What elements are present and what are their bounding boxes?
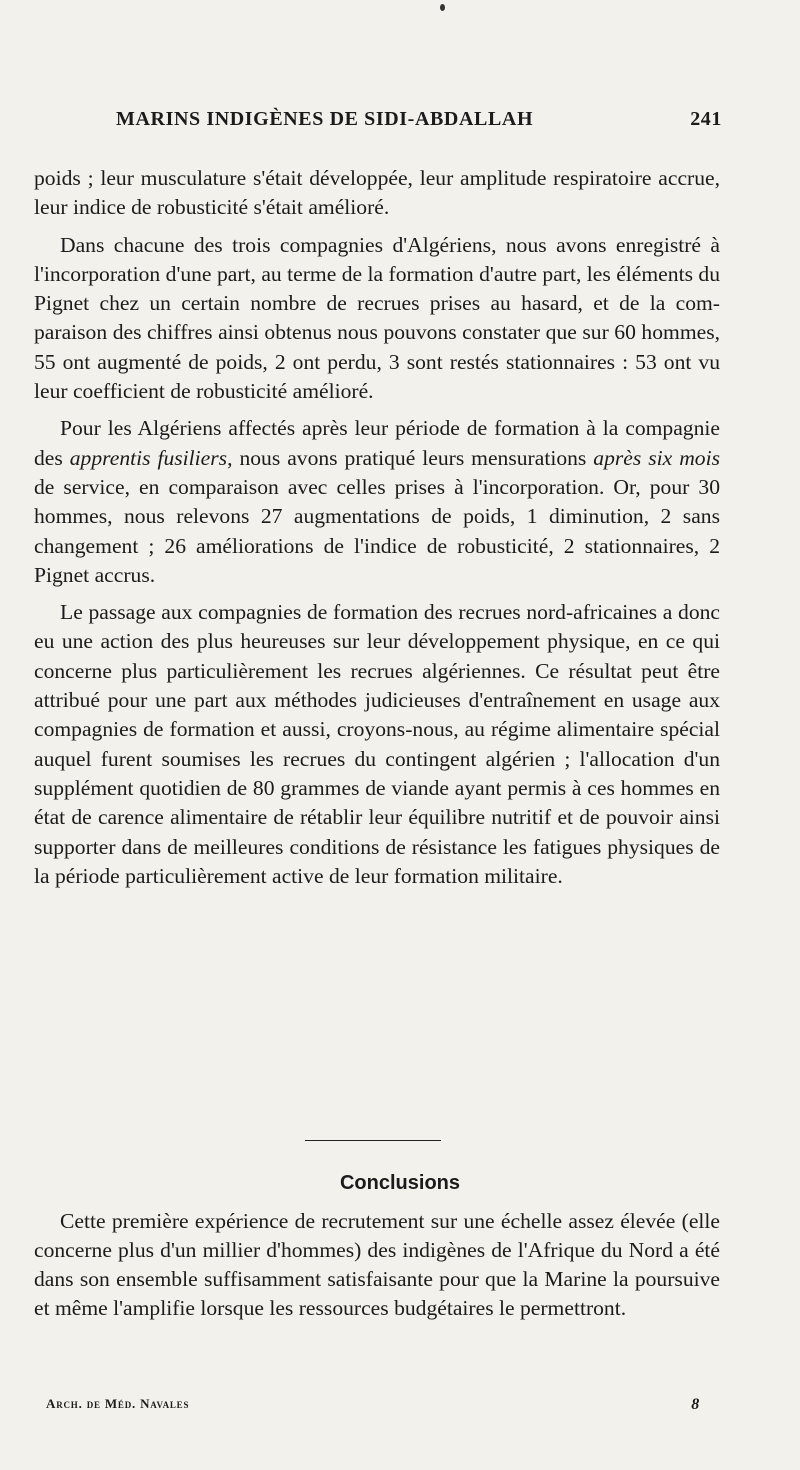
paragraph-3-part-2: , nous avons pratiqué leurs mensurations bbox=[227, 445, 594, 470]
body-text bbox=[34, 164, 720, 899]
paragraph-1: poids ; leur musculature s'était développée, leur amplitude respiratoire accrue, leur indice de robusticité s'était amélioré. bbox=[34, 166, 720, 220]
paragraph-3-italic-1: apprentis fusiliers bbox=[69, 445, 228, 470]
running-head-title: MARINS INDIGÈNES DE SIDI-ABDALLAH bbox=[116, 108, 534, 130]
paragraph-3-part-1: Pour les Algériens affectés après leur période de formation à la compagnie des bbox=[34, 416, 720, 470]
conclusions-body bbox=[34, 1207, 720, 1323]
paragraph-2: Dans chacune des trois compagnies d'Algériens, nous avons enregistré à l'incorporation d'une part, au terme de la formation d'autre part, les éléments du Pignet chez un certain nombre de recrues prises au hasard, et de la comparaison des chiffres ainsi obtenus nous pouvons constater que sur 60 hommes, 55 ont augmenté de poids, 2 ont perdu, 3 sont restés stationnaires : 53 ont vu leur coefficient de robusticité amélioré. bbox=[34, 232, 720, 404]
page-number: 241 bbox=[690, 108, 722, 130]
print-speck bbox=[440, 4, 445, 11]
footer-signature: 8 bbox=[691, 1396, 700, 1413]
paragraph-3 bbox=[34, 414, 720, 590]
paragraph-4: Le passage aux compagnies de formation des recrues nord-africaines a donc eu une action des plus heureuses sur leur développement physique, en ce qui concerne plus particulièrement les recrues algériennes. Ce résultat peut être attribué pour une part aux méthodes judicieuses d'entraînement en usage aux compagnies de formation et aussi, croyons-nous, au régime alimentaire spécial auquel furent soumises les recrues du contingent algérien ; l'allocation d'un supplément quotidien de 80 grammes de viande ayant permis à ces hommes en état de carence alimentaire de rétablir leur équilibre nutritif et de pouvoir ainsi supporter dans de meilleures conditions de résistance les fatigues physiques de la période particulièrement active de leur formation militaire. bbox=[34, 600, 720, 888]
running-head bbox=[116, 108, 722, 131]
conclusions-heading: Conclusions bbox=[339, 1172, 460, 1194]
paragraph-3-italic-2: après six mois bbox=[593, 445, 720, 470]
paragraph-3-part-3: de service, en comparaison avec celles prises à l'incorporation. Or, pour 30 hommes, nous relevons 27 augmentations de poids, 1 diminution, 2 sans changement ; 26 améliorations de l'indice de robusticité, 2 stationnaires, 2 Pignet accrus. bbox=[34, 474, 720, 587]
conclusions-paragraph: Cette première expérience de recrutement sur une échelle assez élevée (elle concerne plus d'un millier d'hommes) des indigènes de l'Afrique du Nord a été dans son ensemble suffisamment satisfaisante pour que la Marine la poursuive et même l'amplifie lorsque les ressources budgétaires le permettront. bbox=[34, 1209, 720, 1320]
footer-journal: Arch. de Méd. Navales bbox=[46, 1396, 190, 1411]
section-divider bbox=[305, 1140, 441, 1141]
page-footer bbox=[46, 1396, 700, 1414]
